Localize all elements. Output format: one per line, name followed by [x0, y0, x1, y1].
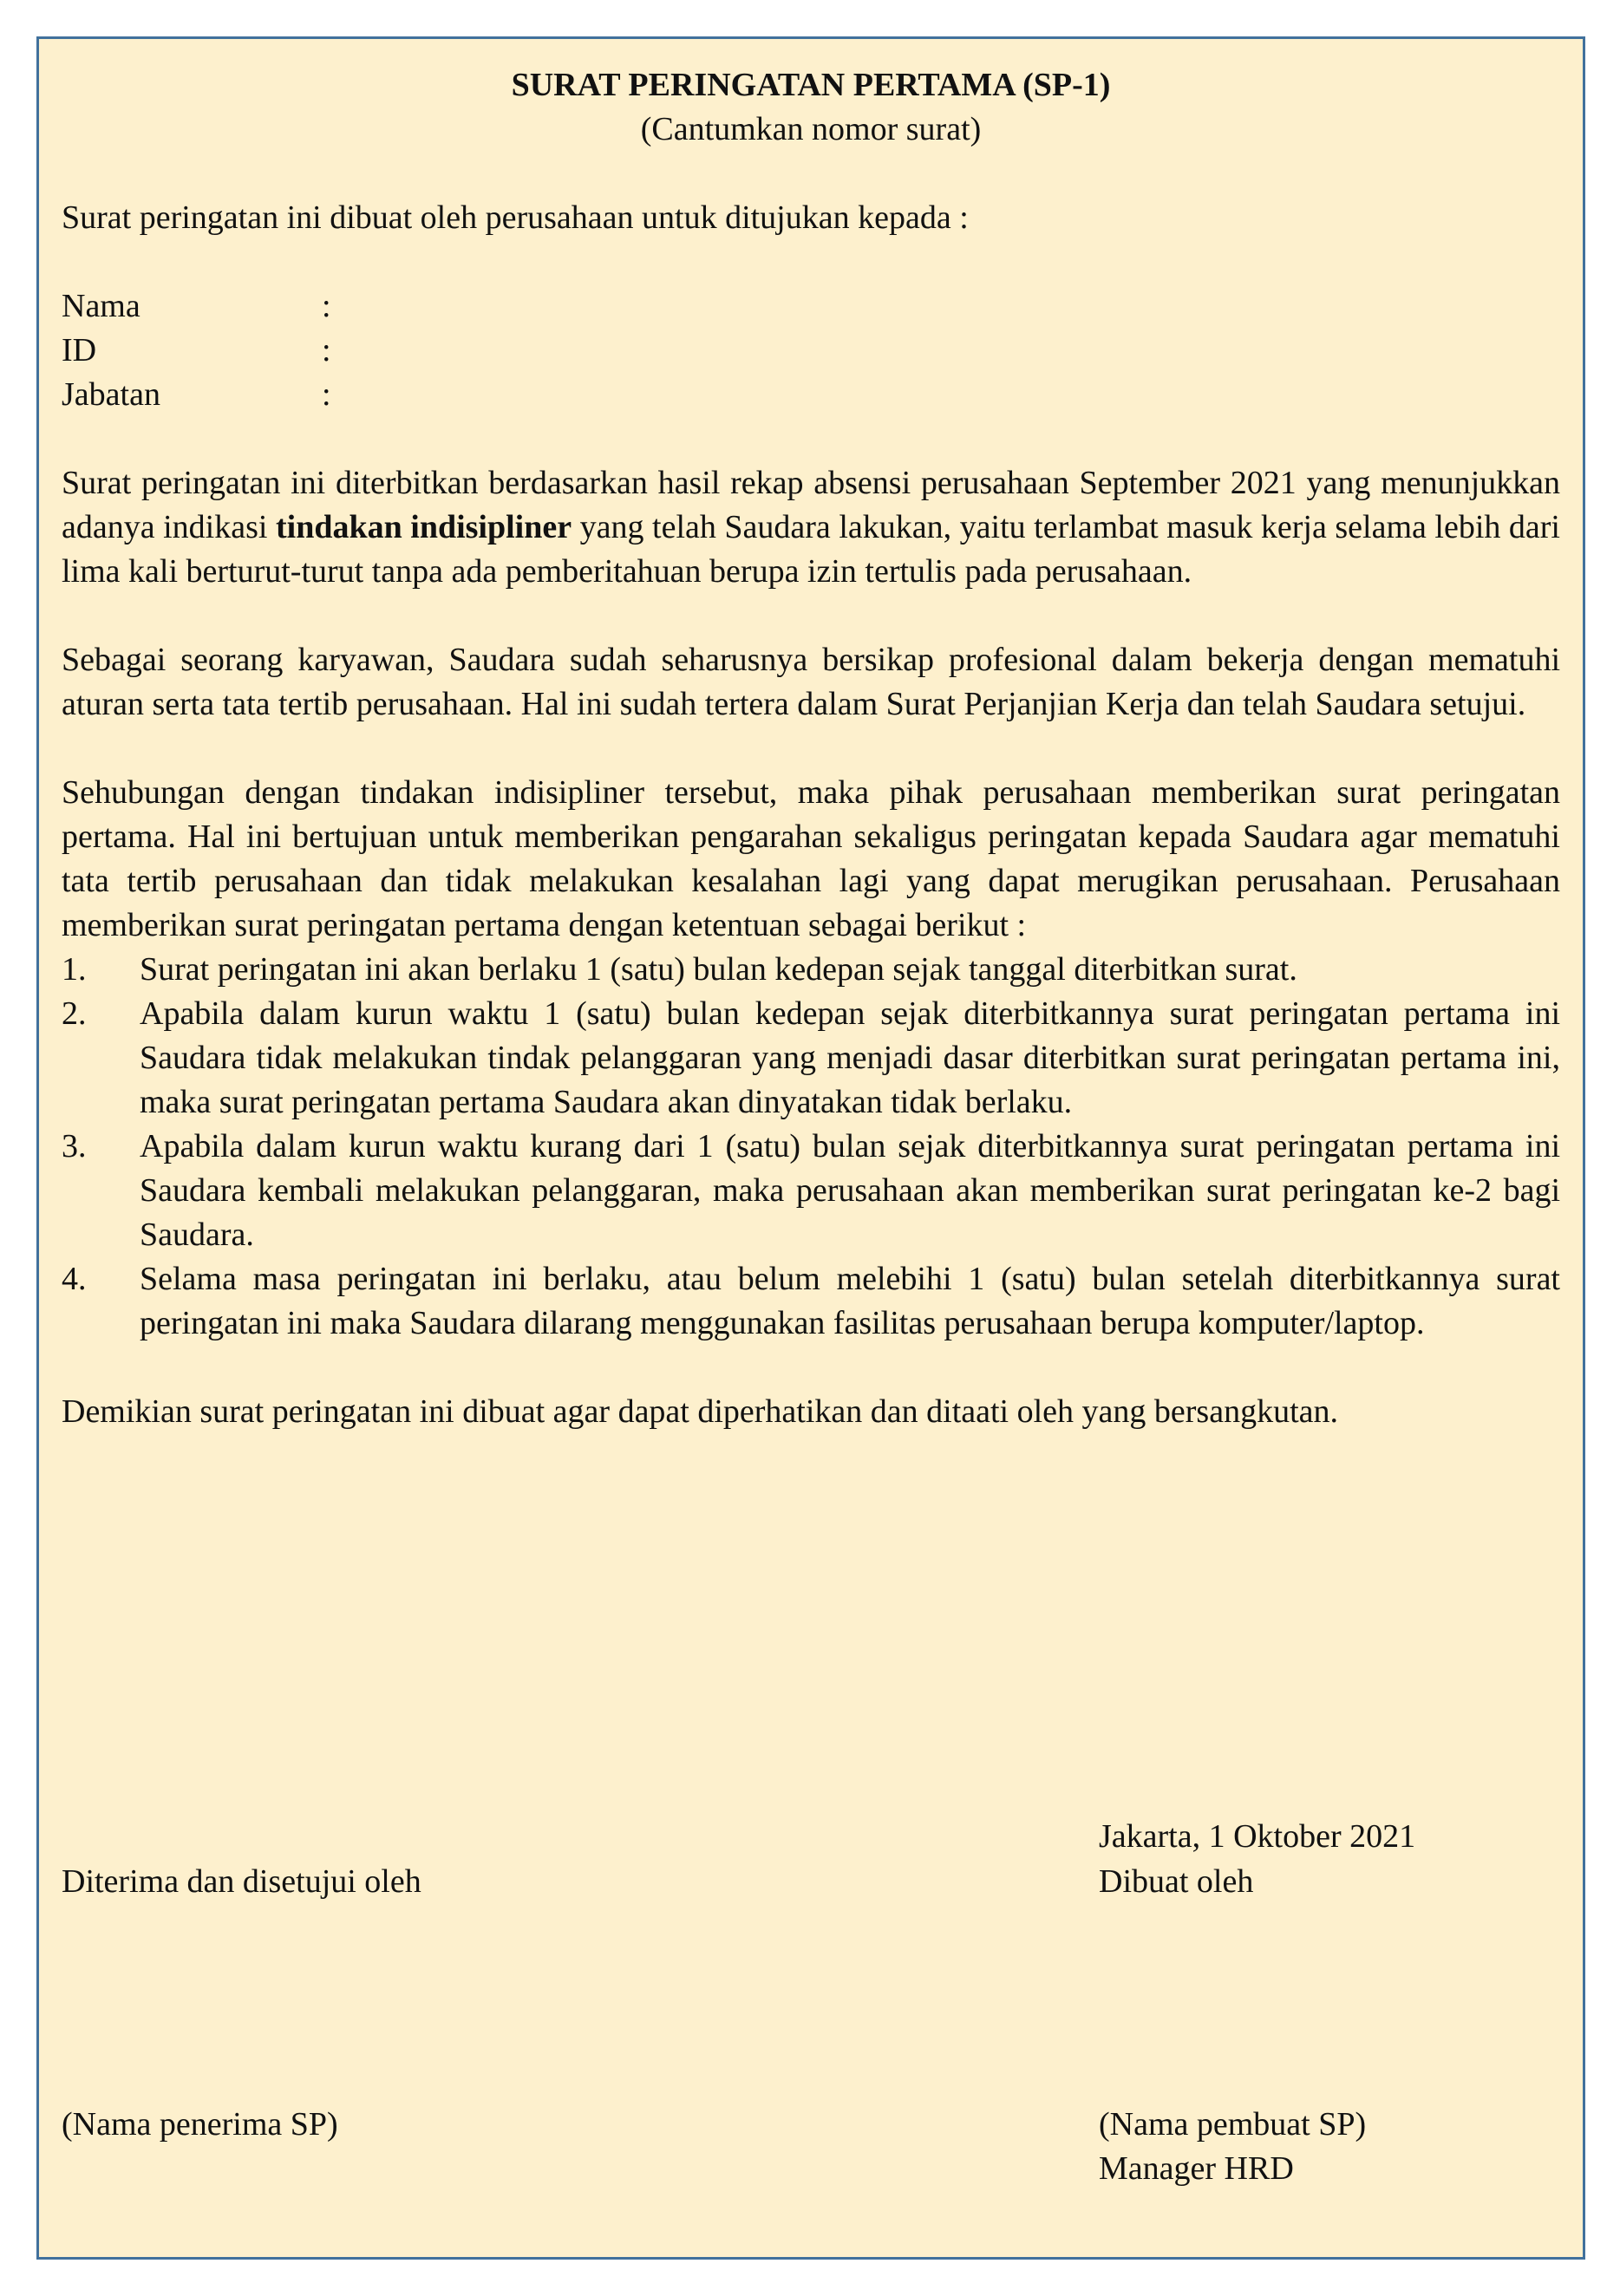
list-item-text: Selama masa peringatan ini berlaku, atau belum melebihi 1 (satu) bulan setelah diterbitkannya surat peringatan ini maka Saudara dilarang menggunakan fasilitas perusahaan berupa komputer/laptop.	[140, 1261, 1560, 1341]
field-colon: :	[322, 332, 331, 369]
list-item-text: Surat peringatan ini akan berlaku 1 (satu) bulan kedepan sejak tanggal diterbitkan surat.	[140, 951, 1297, 988]
letter-title: SURAT PERINGATAN PERTAMA (SP-1)	[511, 67, 1111, 103]
closing-text: Demikian surat peringatan ini dibuat agar dapat diperhatikan dan ditaati oleh yang bersangkutan.	[62, 1393, 1338, 1430]
field-row-position	[62, 373, 1560, 417]
paragraph-basis-end: yang telah Saudara lakukan, yaitu terlambat masuk kerja selama lebih dari lima kali berturut-turut tanpa ada pemberitahuan berupa izin tertulis pada perusahaan.	[62, 509, 1560, 590]
paragraph-professionalism: Sebagai seorang karyawan, Saudara sudah seharusnya bersikap profesional dalam bekerja dengan mematuhi aturan serta tata tertib perusahaan. Hal ini sudah tertera dalam Surat Perjanjian Kerja dan telah Saudara setujui.	[62, 642, 1560, 722]
list-item	[62, 992, 1560, 1125]
list-item-number: 4.	[62, 1261, 87, 1297]
paragraph-warning: Sehubungan dengan tindakan indisipliner tersebut, maka pihak perusahaan memberikan surat peringatan pertama. Hal ini bertujuan untuk memberikan pengarahan sekaligus peringatan kepada Saudara agar mematuhi tata tertib perusahaan dan tidak melakukan kesalahan lagi yang dapat merugikan perusahaan. Perusahaan memberikan surat peringatan pertama dengan ketentuan sebagai berikut :	[62, 774, 1560, 943]
field-label: Jabatan	[62, 376, 160, 413]
list-item-number: 1.	[62, 951, 87, 988]
place-date: Jakarta, 1 Oktober 2021	[1099, 1818, 1416, 1855]
field-row-name	[62, 284, 1560, 329]
list-item-text: Apabila dalam kurun waktu 1 (satu) bulan kedepan sejak diterbitkannya surat peringatan pertama ini Saudara tidak melakukan tindak pelanggaran yang menjadi dasar diterbitkan surat peringatan pertama ini, maka surat peringatan pertama Saudara akan dinyatakan tidak berlaku.	[140, 995, 1560, 1120]
field-label: Nama	[62, 288, 140, 324]
maker-title: Manager HRD	[1099, 2150, 1294, 2187]
letter-body	[62, 63, 1560, 1434]
list-item	[62, 948, 1560, 992]
received-by-label: Diterima dan disetujui oleh	[62, 1863, 421, 1900]
maker-name: (Nama pembuat SP)	[1099, 2106, 1367, 2143]
list-item-text: Apabila dalam kurun waktu kurang dari 1 (satu) bulan sejak diterbitkannya surat peringatan pertama ini Saudara kembali melakukan pelanggaran, maka perusahaan akan memberikan surat peringatan ke-2 bagi Saudara.	[140, 1128, 1560, 1253]
field-row-id	[62, 329, 1560, 373]
made-by-label: Dibuat oleh	[1099, 1863, 1254, 1900]
field-colon: :	[322, 376, 331, 413]
recipient-fields	[62, 284, 1560, 417]
paragraph-basis-emphasis: tindakan indisipliner	[275, 509, 572, 545]
list-item-number: 2.	[62, 995, 87, 1032]
letter-sheet	[36, 36, 1585, 2260]
receiver-name: (Nama penerima SP)	[62, 2106, 338, 2143]
letter-number-placeholder: (Cantumkan nomor surat)	[640, 111, 982, 147]
list-item-number: 3.	[62, 1128, 87, 1164]
paragraph-basis-start: Surat peringatan ini diterbitkan berdasarkan hasil rekap absensi perusahaan September 2021 yang menunjukkan adanya indikasi	[62, 465, 1560, 545]
list-item	[62, 1125, 1560, 1257]
list-item	[62, 1257, 1560, 1346]
intro-text: Surat peringatan ini dibuat oleh perusahaan untuk ditujukan kepada :	[62, 199, 969, 236]
field-label: ID	[62, 332, 97, 369]
paragraph-basis	[62, 461, 1560, 594]
terms-list	[62, 948, 1560, 1346]
field-colon: :	[322, 288, 331, 324]
